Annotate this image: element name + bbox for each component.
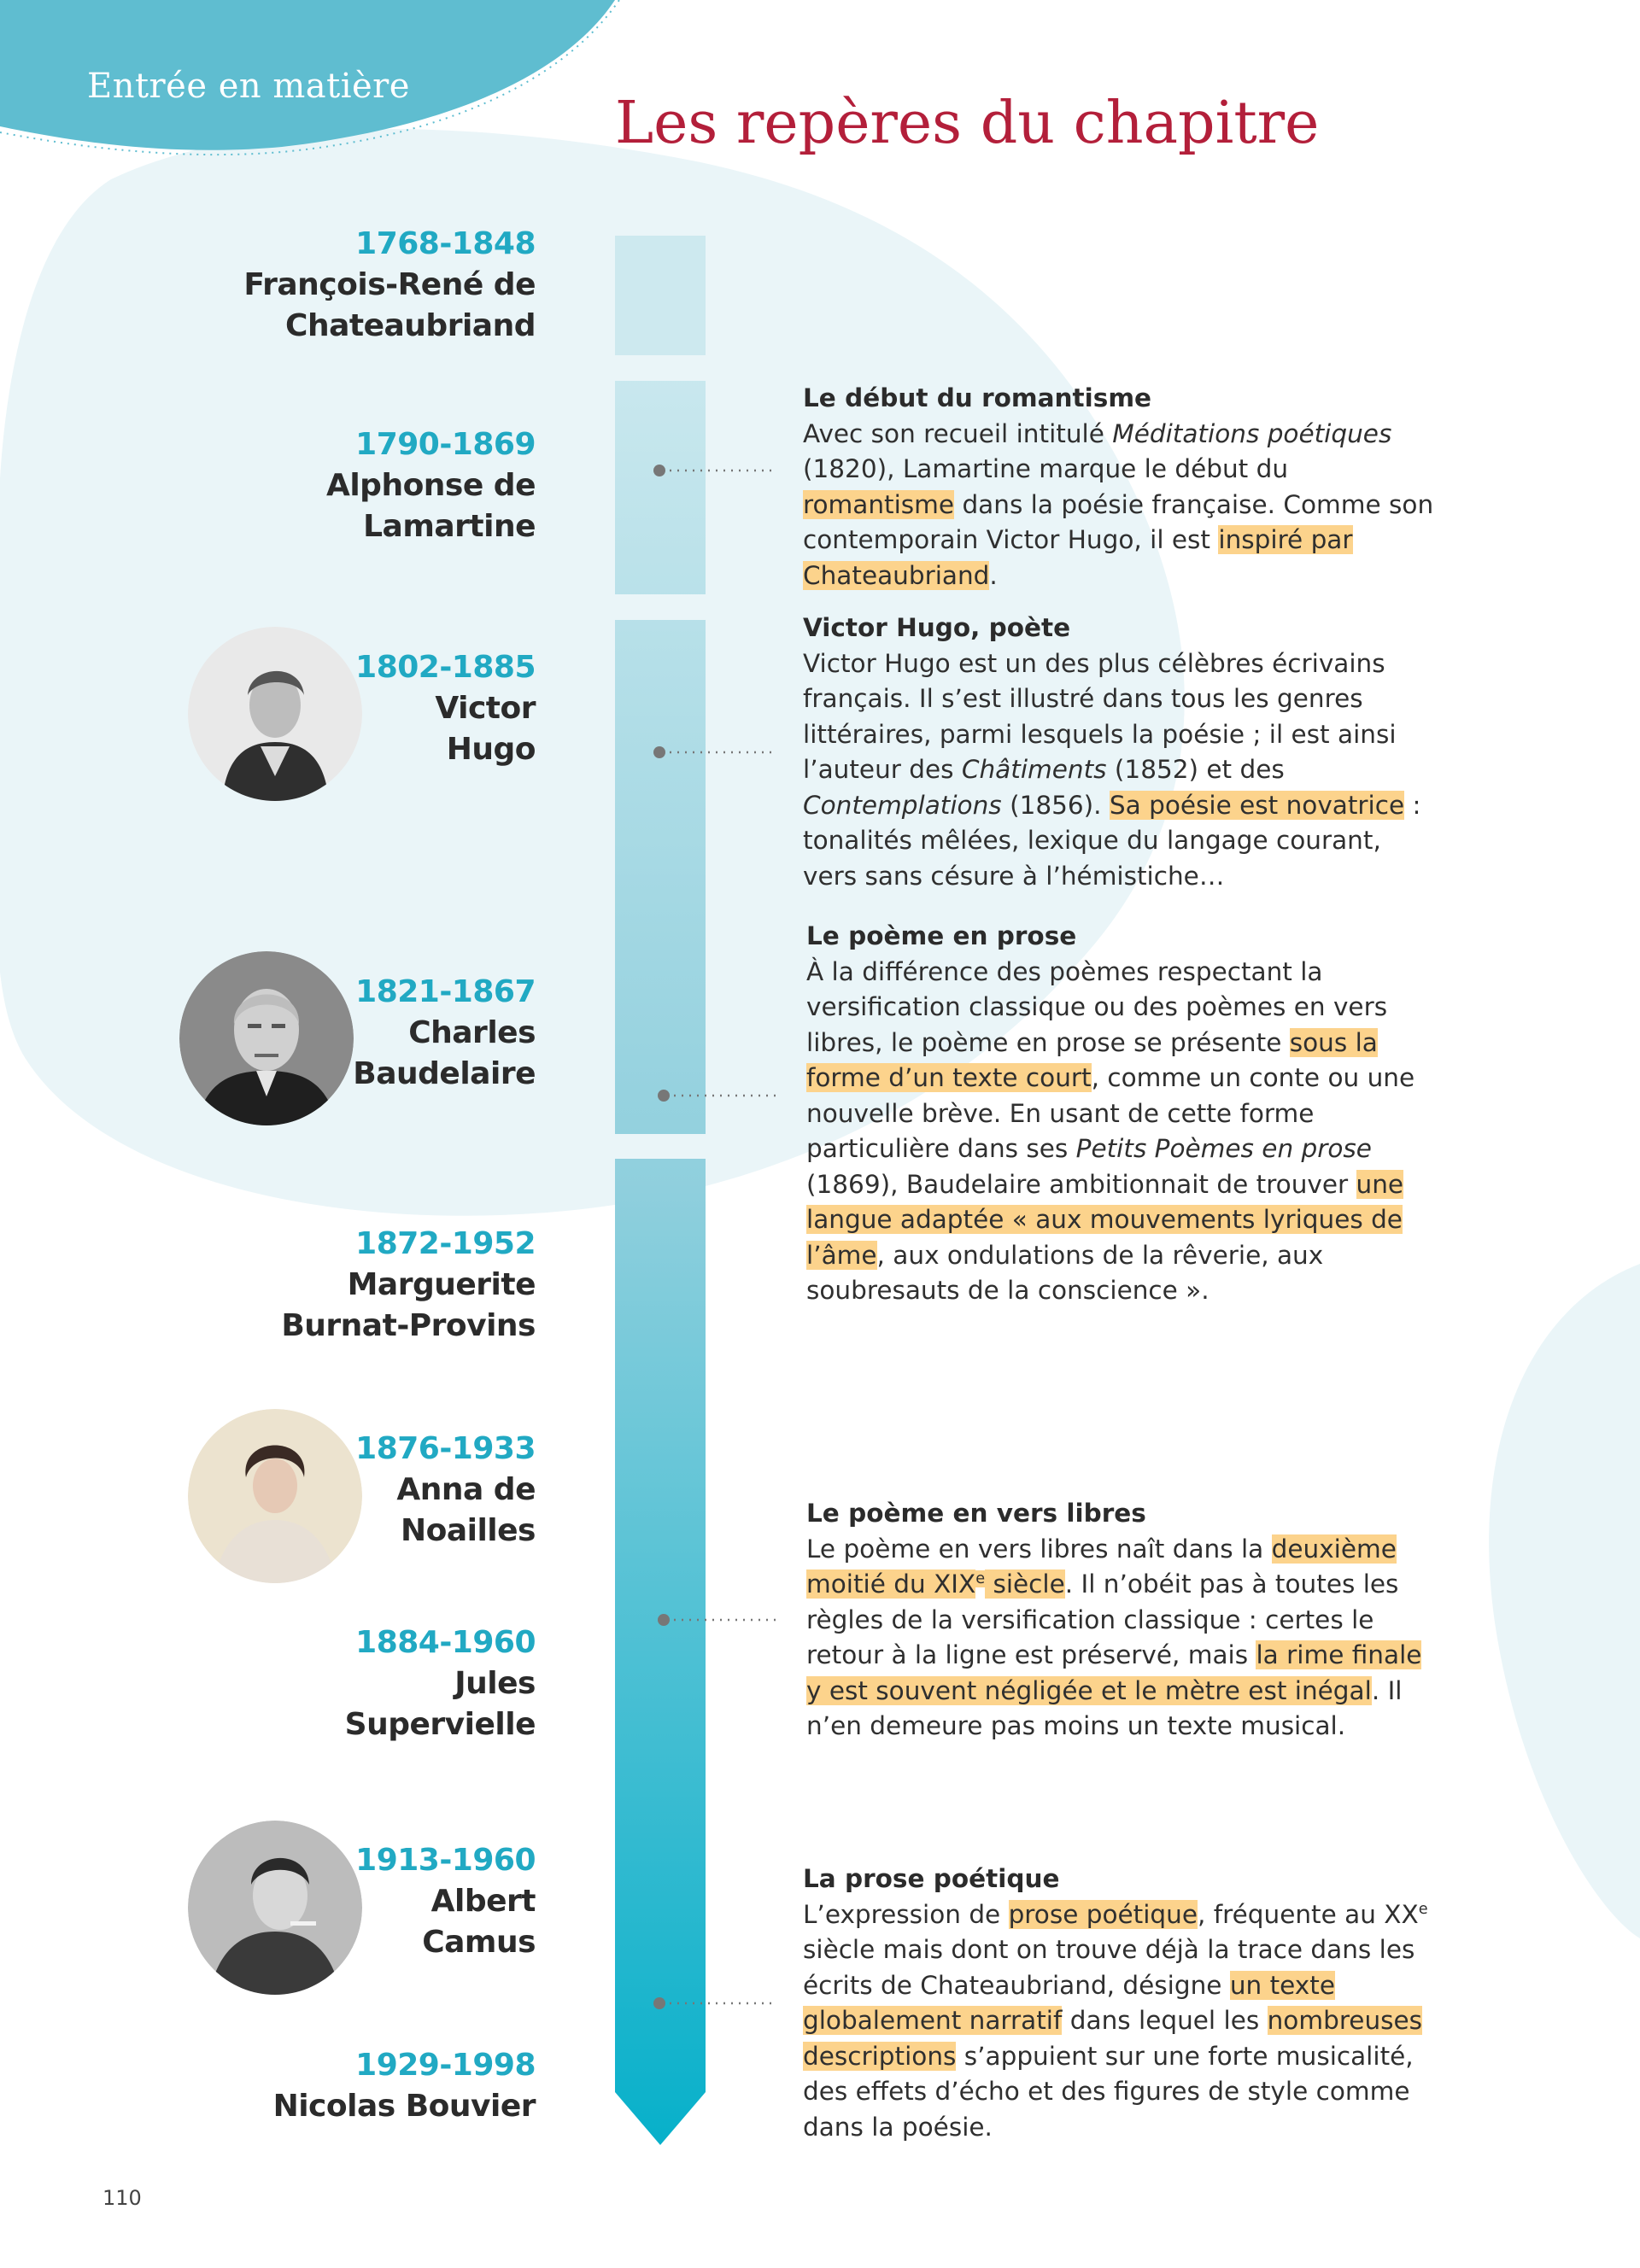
text-run: Le poème en vers libres naît dans la	[806, 1534, 1272, 1564]
person-dates: 1872-1952	[355, 1226, 536, 1261]
text-run: dans lequel les	[1062, 2006, 1268, 2035]
box-title: La prose poétique	[803, 1864, 1060, 1893]
portrait-albert-camus	[188, 1821, 362, 1995]
box-title: Le poème en prose	[806, 921, 1077, 950]
timeline-segment-3	[615, 620, 706, 1134]
box-body	[806, 1532, 1443, 1745]
person-name: Nicolas Bouvier	[272, 2089, 536, 2124]
portrait-charles-baudelaire	[179, 951, 354, 1125]
italic-title: Méditations poétiques	[1112, 418, 1392, 448]
section-label: Entrée en matière	[87, 67, 410, 106]
person-name: Jules Supervielle	[344, 1666, 536, 1742]
portrait-victor-hugo	[188, 627, 362, 801]
info-box-hugo-poete	[803, 611, 1439, 894]
page-number: 110	[102, 2186, 142, 2210]
text-run: . Il n’en demeure pas moins un texte musical.	[806, 1675, 1403, 1740]
box-body	[806, 955, 1443, 1309]
highlighted-text: sous la forme d’un texte court	[806, 1027, 1378, 1092]
person-name: Alphonse de Lamartine	[325, 468, 536, 544]
person-name: Charles Baudelaire	[353, 1015, 536, 1091]
text-run: e	[1418, 1900, 1428, 1918]
person-name: Albert Camus	[422, 1884, 536, 1960]
text-run: (1856).	[1001, 790, 1110, 820]
text-run: , comme un conte ou une nouvelle brève. En usant de cette forme particulière dans ses	[806, 1063, 1415, 1163]
text-run: .	[989, 560, 998, 590]
text-run: (1852) et des	[1106, 755, 1285, 784]
italic-title: Contemplations	[803, 790, 1002, 820]
person-dates: 1790-1869	[355, 427, 536, 462]
text-run: Victor Hugo est un des plus célèbres écrivains français. Il s’est illustré dans tous les genres littéraires, parmi lesquels la poésie ; il est ainsi l’auteur des	[803, 648, 1397, 784]
text-run: (1820), Lamartine marque le début du	[803, 454, 1289, 483]
person-noailles	[355, 1429, 536, 1552]
text-run: dans la poésie française. Comme son contemporain Victor Hugo, il est	[803, 489, 1434, 554]
timeline-segment-4-arrow	[615, 1159, 706, 2145]
info-box-vers-libres	[806, 1496, 1443, 1745]
highlighted-text: e	[975, 1570, 986, 1588]
text-run: . Il n’obéit pas à toutes les règles de la versification classique : certes le retour à la ligne est préservé, mais	[806, 1569, 1399, 1669]
page-title: Les repères du chapitre	[615, 90, 1320, 157]
connector-dot-5	[653, 1997, 665, 2009]
box-body	[803, 1897, 1439, 2146]
text-run: , aux ondulations de la rêverie, aux soubresauts de la conscience ».	[806, 1240, 1324, 1305]
italic-title: Petits Poèmes en prose	[1075, 1134, 1372, 1163]
text-run: À la différence des poèmes respectant la versification classique ou des poèmes en vers libres, le poème en prose se présente	[806, 956, 1388, 1057]
highlighted-text: prose poétique	[1008, 1899, 1198, 1929]
person-supervielle	[345, 1622, 536, 1745]
person-name: Marguerite Burnat-Provins	[281, 1267, 536, 1343]
person-camus	[355, 1840, 536, 1963]
connector-dot-3	[658, 1090, 670, 1102]
text-run: (1869), Baudelaire ambitionnait de trouver	[806, 1169, 1356, 1199]
highlighted-text: deuxième moitié du XIX	[806, 1534, 1397, 1599]
person-lamartine	[326, 424, 536, 547]
info-box-romantisme	[803, 381, 1439, 593]
highlighted-text: inspiré par Chateaubriand	[803, 525, 1353, 590]
connector-dot-4	[658, 1614, 670, 1626]
box-body	[803, 646, 1439, 895]
text-run: Avec son recueil intitulé	[803, 418, 1113, 448]
person-hugo	[355, 647, 536, 770]
text-run: s’appuient sur une forte musicalité, des effets d’écho et des figures de style comme dans la poésie.	[803, 2041, 1414, 2142]
person-dates: 1821-1867	[355, 974, 536, 1009]
box-title: Le début du romantisme	[803, 383, 1152, 412]
person-dates: 1768-1848	[355, 226, 536, 261]
italic-title: Châtiments	[961, 755, 1107, 784]
connector-dot-2	[653, 746, 665, 758]
info-box-poeme-en-prose	[806, 919, 1443, 1309]
highlighted-text: romantisme	[803, 489, 955, 519]
box-title: Le poème en vers libres	[806, 1499, 1146, 1528]
text-run: L’expression de	[803, 1899, 1009, 1929]
highlighted-text: Sa poésie est novatrice	[1109, 790, 1405, 820]
connector-dot-1	[653, 465, 665, 476]
text-run: : tonalités mêlées, lexique du langage courant, vers sans césure à l’hémistiche…	[803, 790, 1421, 891]
person-bouvier	[273, 2045, 536, 2127]
person-dates: 1876-1933	[355, 1431, 536, 1466]
box-title: Victor Hugo, poète	[803, 613, 1071, 642]
box-body	[803, 417, 1439, 594]
timeline-segment-1	[615, 236, 706, 355]
portrait-anna-de-noailles	[188, 1409, 362, 1583]
person-name: Victor Hugo	[435, 691, 536, 767]
person-burnat-provins	[281, 1224, 536, 1347]
person-baudelaire	[353, 972, 536, 1095]
highlighted-text: la rime finale y est souvent négligée et le mètre est inégal	[806, 1640, 1422, 1705]
highlighted-text: nombreuses descriptions	[803, 2006, 1423, 2071]
person-name: François-René de Chateaubriand	[243, 267, 536, 343]
person-dates: 1929-1998	[355, 2048, 536, 2083]
highlighted-text: siècle	[985, 1569, 1065, 1599]
text-run: , fréquente au XX	[1198, 1899, 1419, 1929]
person-dates: 1913-1960	[355, 1843, 536, 1878]
timeline-segment-2	[615, 381, 706, 594]
text-run: siècle mais dont on trouve déjà la trace dans les écrits de Chateaubriand, désigne	[803, 1935, 1415, 2000]
person-dates: 1802-1885	[355, 650, 536, 685]
person-dates: 1884-1960	[355, 1625, 536, 1660]
highlighted-text: un texte globalement narratif	[803, 1970, 1335, 2035]
info-box-prose-poetique	[803, 1862, 1439, 2145]
highlighted-text: une langue adaptée « aux mouvements lyriques de l’âme	[806, 1169, 1404, 1270]
person-chateaubriand	[243, 224, 536, 347]
person-name: Anna de Noailles	[396, 1472, 536, 1548]
